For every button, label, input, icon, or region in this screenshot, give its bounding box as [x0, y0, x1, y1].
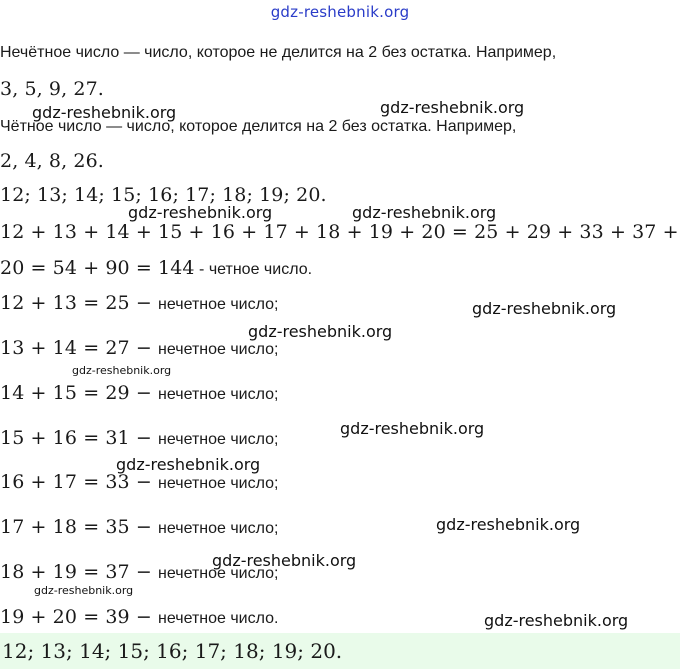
- odd-definition: Нечётное число — число, которое не делится на 2 без остатка. Например,: [0, 44, 557, 61]
- pair-note: нечетное число;: [158, 386, 279, 403]
- even-definition: Чётное число — число, которое делится на 2 без остатка. Например,: [0, 118, 517, 135]
- watermark: gdz-reshebnik.org: [32, 103, 177, 122]
- number-sequence: 12; 13; 14; 15; 16; 17; 18; 19; 20.: [0, 184, 327, 206]
- pair-note: нечетное число;: [158, 341, 279, 358]
- pair-row: [0, 516, 278, 538]
- watermark: gdz-reshebnik.org: [436, 515, 581, 534]
- pair-row: [0, 292, 278, 314]
- watermark: gdz-reshebnik.org: [34, 584, 134, 597]
- pair-row: [0, 427, 278, 449]
- pair-note: нечетное число;: [158, 520, 279, 537]
- watermark: gdz-reshebnik.org: [72, 364, 172, 377]
- watermark: gdz-reshebnik.org: [484, 611, 629, 630]
- pair-row: [0, 382, 278, 404]
- pair-row: [0, 471, 278, 493]
- pair-expression: 19 + 20 = 39 −: [0, 606, 159, 628]
- pair-expression: 18 + 19 = 37 −: [0, 561, 159, 583]
- pair-note: нечетное число;: [158, 565, 279, 582]
- watermark: gdz-reshebnik.org: [212, 551, 357, 570]
- watermark: gdz-reshebnik.org: [380, 98, 525, 117]
- pair-note: нечетное число.: [158, 610, 279, 627]
- pair-note: нечетное число;: [158, 296, 279, 313]
- pair-expression: 13 + 14 = 27 −: [0, 337, 159, 359]
- pair-expression: 16 + 17 = 33 −: [0, 471, 159, 493]
- sum-line-1: 12 + 13 + 14 + 15 + 16 + 17 + 18 + 19 + 20 = 25 + 29 + 33 + 37 +: [0, 221, 679, 243]
- header-watermark: gdz-reshebnik.org: [270, 3, 410, 21]
- answer-sequence: 12; 13; 14; 15; 16; 17; 18; 19; 20.: [2, 639, 343, 663]
- pair-note: нечетное число;: [158, 475, 279, 492]
- pair-expression: 15 + 16 = 31 −: [0, 427, 159, 449]
- odd-examples: 3, 5, 9, 27.: [0, 78, 104, 100]
- pair-row: [0, 606, 278, 628]
- sum-result-math: 20 = 54 + 90 = 144: [0, 257, 195, 279]
- sum-line-2: [0, 257, 312, 279]
- watermark: gdz-reshebnik.org: [352, 203, 497, 222]
- watermark: gdz-reshebnik.org: [128, 203, 273, 222]
- watermark: gdz-reshebnik.org: [340, 419, 485, 438]
- pair-row: [0, 337, 278, 359]
- pair-note: нечетное число;: [158, 431, 279, 448]
- pair-expression: 12 + 13 = 25 −: [0, 292, 159, 314]
- pair-expression: 14 + 15 = 29 −: [0, 382, 159, 404]
- sum-result-note: - четное число.: [194, 261, 313, 278]
- pair-expression: 17 + 18 = 35 −: [0, 516, 159, 538]
- watermark: gdz-reshebnik.org: [472, 299, 617, 318]
- watermark: gdz-reshebnik.org: [116, 455, 261, 474]
- watermark: gdz-reshebnik.org: [248, 322, 393, 341]
- even-examples: 2, 4, 8, 26.: [0, 150, 104, 172]
- answer-highlight: [0, 633, 680, 669]
